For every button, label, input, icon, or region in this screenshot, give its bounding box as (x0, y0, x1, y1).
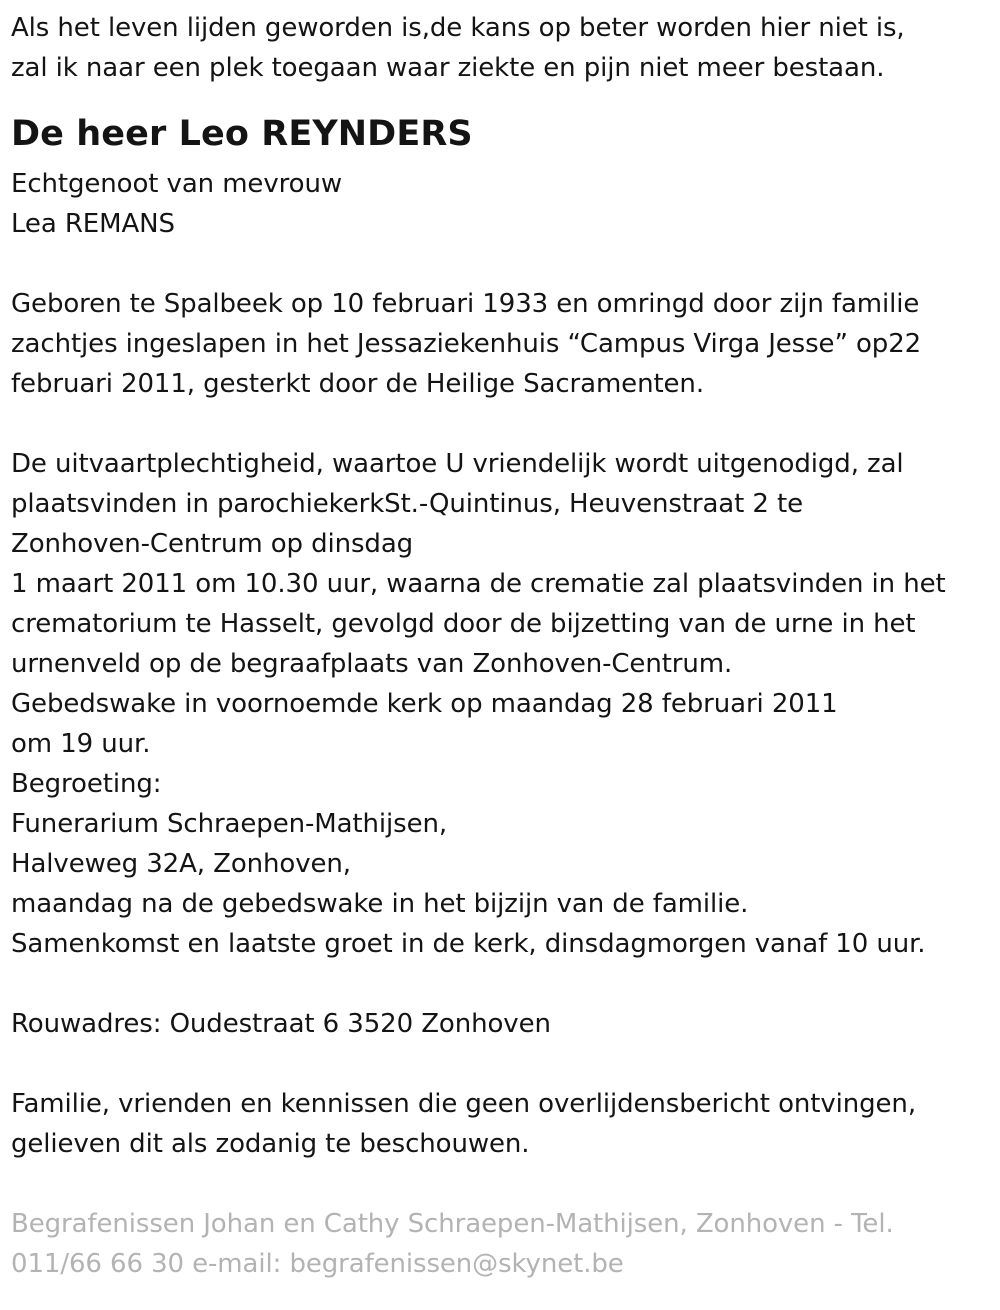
paragraph-line: Samenkomst en laatste groet in de kerk, dinsdagmorgen vanaf 10 uur. (11, 929, 926, 959)
footer-line: 011/66 66 30 e-mail: begrafenissen@skynet.be (11, 1249, 624, 1279)
paragraph-line: De uitvaartplechtigheid, waartoe U vriendelijk wordt uitgenodigd, zal (11, 449, 904, 479)
paragraph-line: zachtjes ingeslapen in het Jessaziekenhuis “Campus Virga Jesse” op22 (11, 329, 922, 359)
paragraph-line: Familie, vrienden en kennissen die geen overlijdensbericht ontvingen, (11, 1089, 916, 1119)
paragraph-line: gelieven dit als zodanig te beschouwen. (11, 1129, 530, 1159)
notice-paragraph (11, 1084, 1000, 1164)
paragraph-line: Halveweg 32A, Zonhoven, (11, 849, 351, 879)
mourning-address: Rouwadres: Oudestraat 6 3520 Zonhoven (11, 1009, 551, 1039)
paragraph-line: Gebedswake in voornoemde kerk op maandag 28 februari 2011 (11, 689, 838, 719)
funeral-paragraph (11, 444, 1000, 964)
paragraph-line: Geboren te Spalbeek op 10 februari 1933 en omringd door zijn familie (11, 289, 920, 319)
deceased-name: De heer Leo REYNDERS (11, 114, 473, 154)
paragraph-line: Begroeting: (11, 769, 162, 799)
spacer (11, 1164, 1000, 1204)
funeral-home-footer (11, 1204, 1000, 1284)
paragraph-line: 1 maart 2011 om 10.30 uur, waarna de crematie zal plaatsvinden in het (11, 569, 946, 599)
spouse-line: Lea REMANS (11, 209, 175, 239)
poem-line: Als het leven lijden geworden is,de kans op beter worden hier niet is, (11, 13, 905, 43)
poem (11, 8, 1000, 88)
spacer (11, 88, 1000, 108)
spacer (11, 964, 1000, 1004)
paragraph-line: urnenveld op de begraafplaats van Zonhoven-Centrum. (11, 649, 733, 679)
footer-line: Begrafenissen Johan en Cathy Schraepen-Mathijsen, Zonhoven - Tel. (11, 1209, 894, 1239)
spacer (11, 1044, 1000, 1084)
spouse-line: Echtgenoot van mevrouw (11, 169, 342, 199)
paragraph-line: Funerarium Schraepen-Mathijsen, (11, 809, 448, 839)
paragraph-line: om 19 uur. (11, 729, 151, 759)
paragraph-line: Zonhoven-Centrum op dinsdag (11, 529, 414, 559)
paragraph-line: plaatsvinden in parochiekerkSt.-Quintinus, Heuvenstraat 2 te (11, 489, 803, 519)
paragraph-line: maandag na de gebedswake in het bijzijn van de familie. (11, 889, 749, 919)
spouse-block (11, 164, 1000, 244)
paragraph-line: crematorium te Hasselt, gevolgd door de bijzetting van de urne in het (11, 609, 916, 639)
birth-death-paragraph (11, 284, 1000, 404)
spacer (11, 244, 1000, 284)
paragraph-line: februari 2011, gesterkt door de Heilige Sacramenten. (11, 369, 704, 399)
poem-line: zal ik naar een plek toegaan waar ziekte en pijn niet meer bestaan. (11, 53, 885, 83)
spacer (11, 404, 1000, 444)
